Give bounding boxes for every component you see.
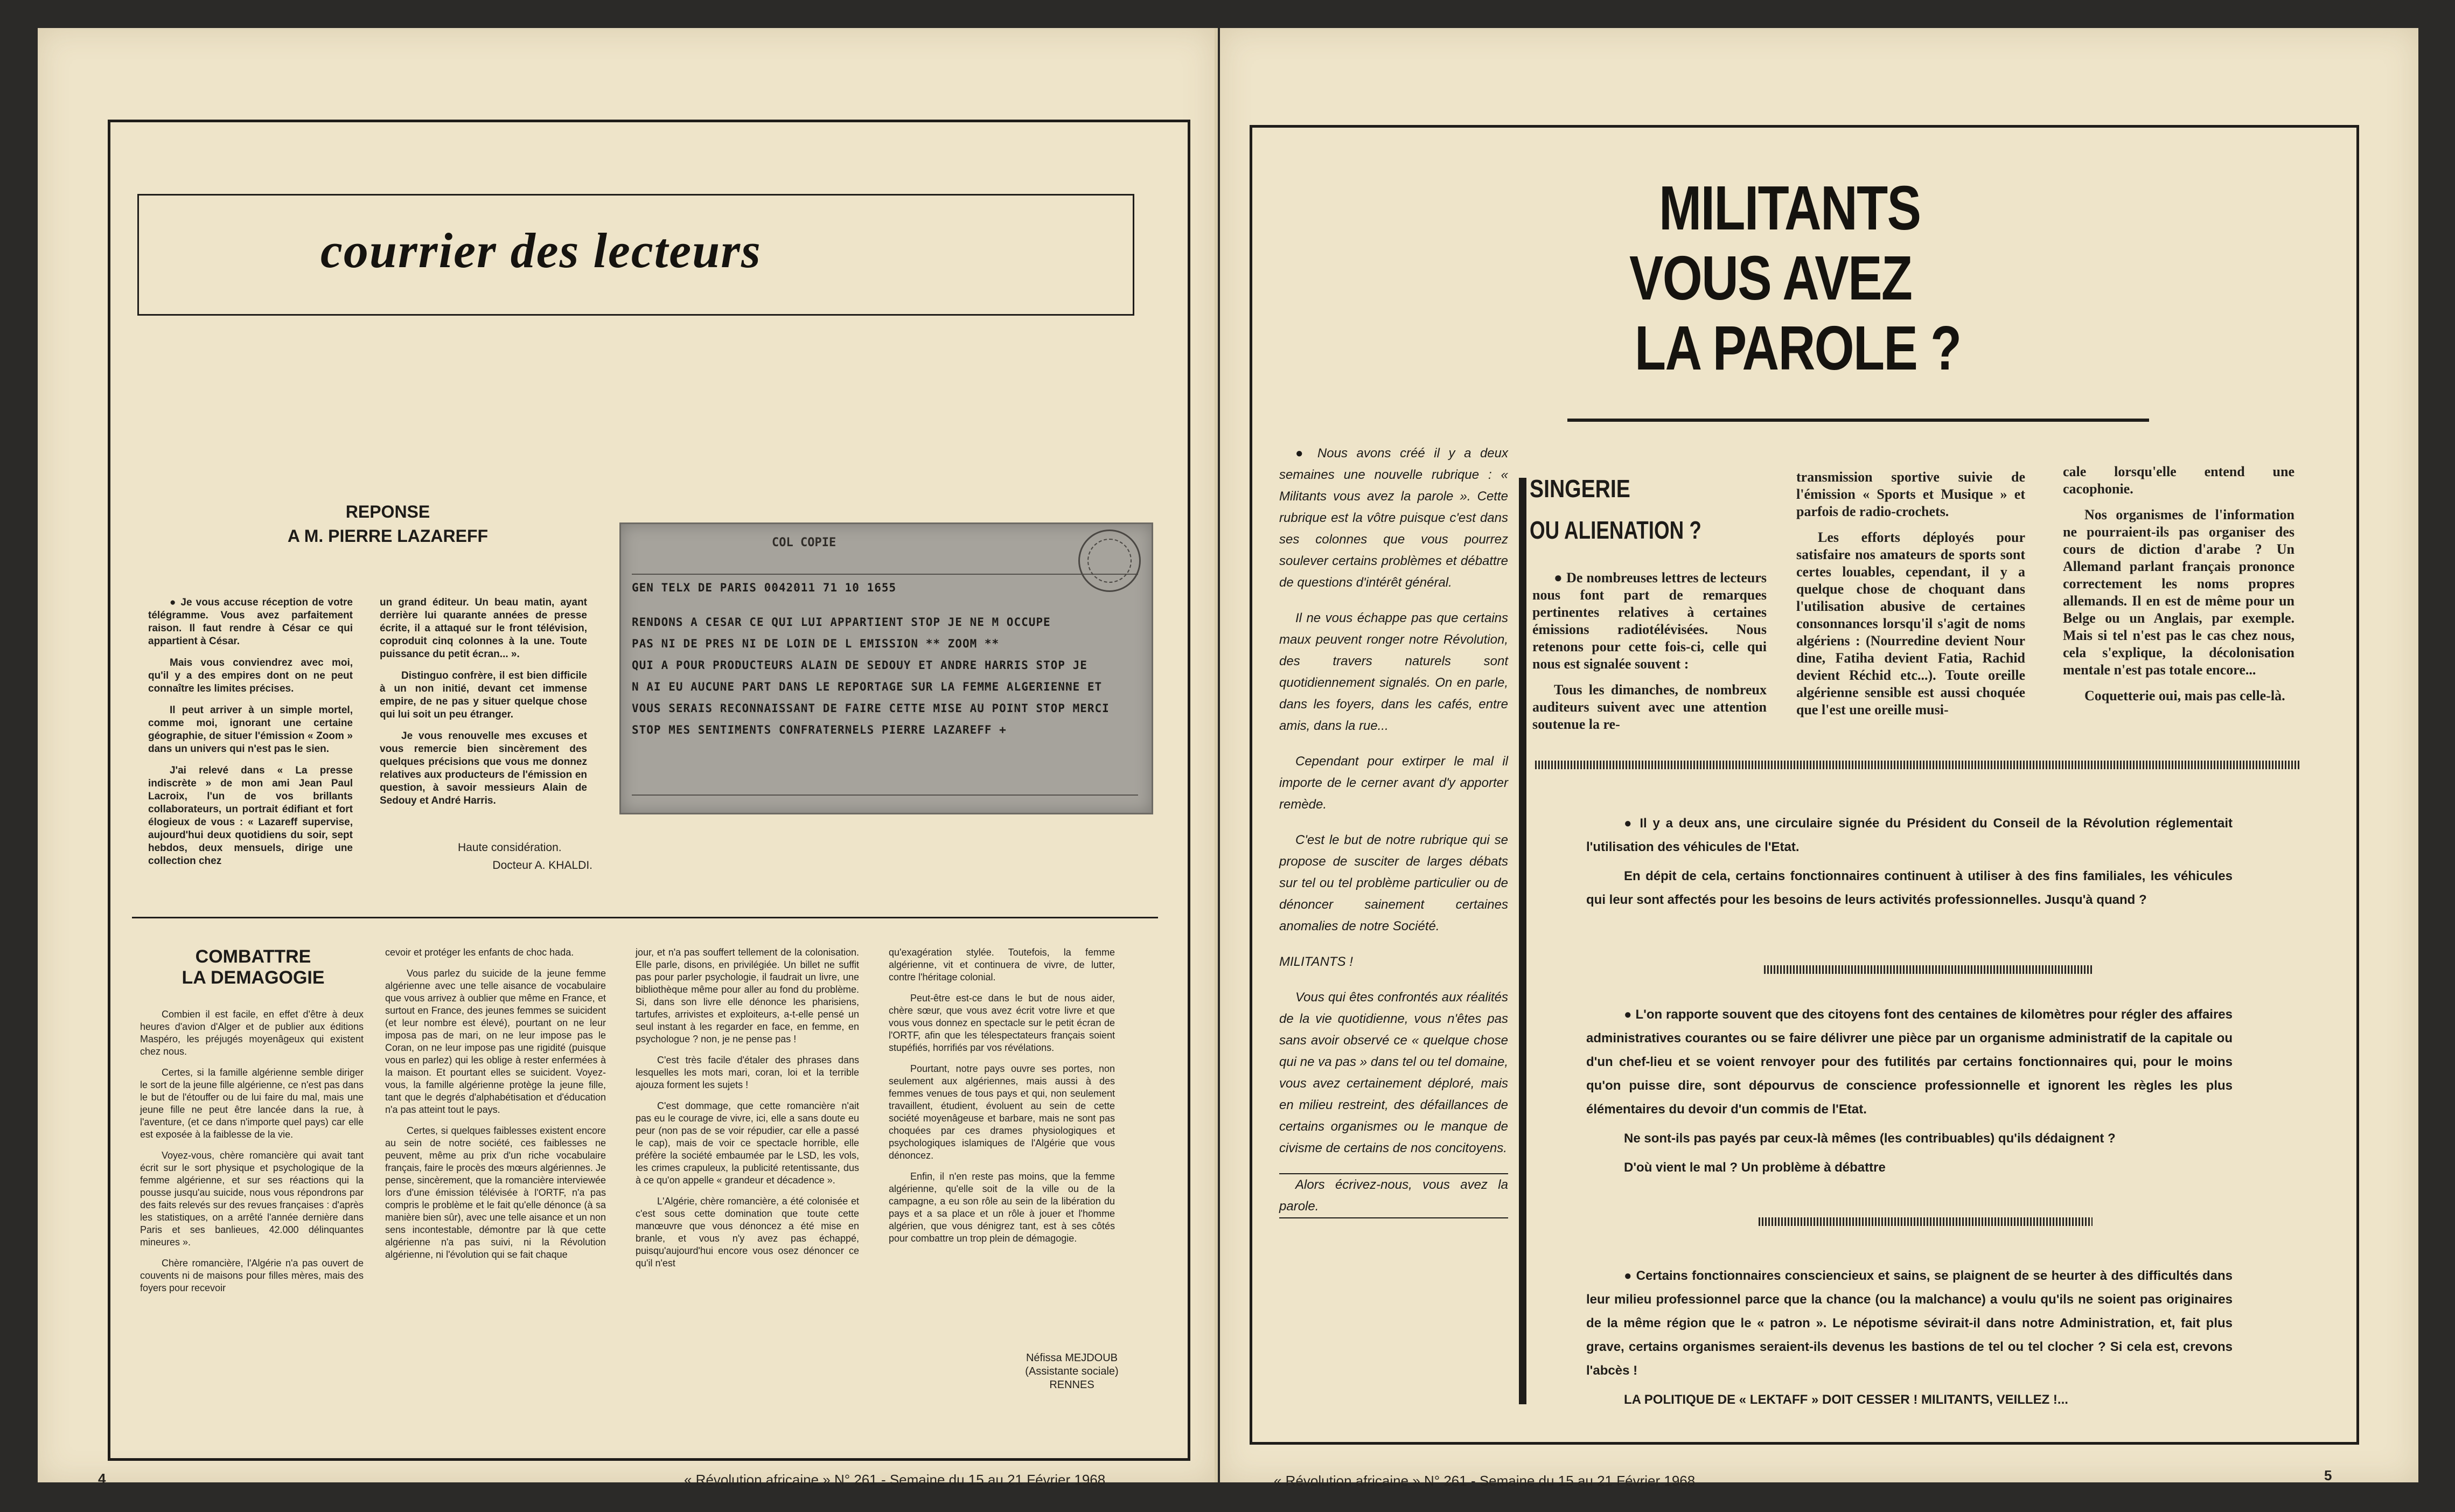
left-footer: « Révolution africaine » N° 261 - Semaine du 15 au 21 Février 1968 (684, 1472, 1106, 1488)
letter1-col1-p3: Il peut arriver à un simple mortel, comme moi, ignorant une certaine géographie, de situer l'émission « Zoom » dans un univers qui n'est pas le sien. (148, 705, 353, 755)
telegram-line-4: QUI A POUR PRODUCTEURS ALAIN DE SEDOUY ET ANDRE HARRIS STOP JE (632, 659, 1087, 672)
item3-p2: LA POLITIQUE DE « LEKTAFF » DOIT CESSER ! MILITANTS, VEILLEZ !... (1624, 1392, 2068, 1407)
telegram-header-label: COL COPIE (772, 536, 836, 549)
letter2-col4-p3: Pourtant, notre pays ouvre ses portes, non seulement aux algériennes, mais aussi à des femmes venues de tous pays et qui, non seulement travaillent, étudient, évoluent au sein de cette société moyenâgeuse et barbare, mais ne sont pas choquées par ces drames physiologiques et psychologiques islamiques de l'Algérie que vous dénoncez. (889, 1063, 1115, 1161)
letter2-signature-role: (Assistante sociale) (1025, 1365, 1119, 1377)
item1-p1: ● Il y a deux ans, une circulaire signée du Président du Conseil de la Révolution réglementait l'utilisation des véhicules de l'Etat. (1586, 816, 2233, 854)
letter2-col2 (385, 946, 606, 1270)
item2-p2: Ne sont-ils pas payés par ceux-là mêmes (les contribuables) qu'ils dédaignent ? (1624, 1131, 2116, 1146)
telegram-image (619, 522, 1153, 814)
item3 (1586, 1264, 2233, 1417)
letter1-col2 (380, 596, 587, 816)
letter2-col3-p2: C'est très facile d'étaler des phrases dans lesquelles les mots mari, coran, loi et la terrible ajouza forment les sujets ! (636, 1055, 859, 1090)
telegram-line-6: VOUS SERAIS RECONNAISSANT DE FAIRE CETTE MISE AU POINT STOP MERCI (632, 702, 1110, 715)
letter1-title-line2: A M. PIERRE LAZAREFF (287, 526, 489, 546)
letter2-col1 (140, 1008, 364, 1303)
right-page-number: 5 (2324, 1467, 2332, 1483)
item3-p1: ● Certains fonctionnaires consciencieux et sains, se plaignent de se heurter à des difficultés dans leur milieu professionnel parce que la chance (ou la malchance) a voulu qu'ils ne soient pas originaires de la même région que le « patron ». Le népotisme sévirait-il dans notre Administration, et, fait plus grave, certains organismes seraient-ils devenus les bastions de tel ou tel clocher ? Si cela est, crevons l'abcès ! (1586, 1269, 2233, 1378)
singerie-col1-p1: ● De nombreuses lettres de lecteurs nous font part de remarques pertinentes relatives à certaines émissions radiotélévisées. Nous retenons pour cette fois-ci, celle qui nous est signalée souvent : (1532, 570, 1767, 672)
letter2-col3-p3: C'est dommage, que cette romancière n'ait pas eu le courage de vivre, ici, elle a sans doute eu peur (non pas de se voir répudier, car elle a passé le cap), mais de voir ce spectacle horrible, elle préfère la société embaumée par le LSD, les vols, les crimes crapuleux, la publicité retentissante, dus à ce qu'on appelle « grandeur et décadence ». (636, 1100, 859, 1186)
title-underline (1567, 419, 2149, 422)
letter1-title-line1: REPONSE (345, 502, 430, 521)
main-title-line2: VOUS AVEZ (1629, 243, 1912, 313)
letter2-col3 (636, 946, 859, 1278)
letter2-col4-p4: Enfin, il n'en reste pas moins, que la femme algérienne, qu'elle soit de la ville ou de la campagne, a eu son rôle au sein de la libération du pays et a sa place et un rôle à jouer et l'homme algérien, que vous dénigrez tant, est à ses côtés pour combattre un trop plein de démagogie. (889, 1171, 1115, 1244)
right-page (1220, 28, 2418, 1489)
item2 (1586, 1003, 2233, 1185)
letter2-title-line1: COMBATTRE (195, 946, 311, 967)
letter2-col2-p1: cevoir et protéger les enfants de choc hada. (385, 947, 574, 958)
right-footer: « Révolution africaine » N° 261 - Semaine du 15 au 21 Février 1968 (1274, 1473, 1696, 1489)
militants-label: MILITANTS ! (1279, 954, 1353, 969)
letter1-col2-p3: Je vous renouvelle mes excuses et vous remercie bien sincèrement des quelques précisions que vous me donnez relatives aux producteurs de l'émission en question, à savoir messieurs Alain de Sedouy et André Harris. (380, 730, 587, 806)
letter2-col3-p4: L'Algérie, chère romancière, a été colonisée et c'est sous cette domination que toute cette manœuvre que vous dénoncez a été mise en branle, et vous n'y avez pas échappé, puisqu'aujourd'hui encore vous osez dénoncer ce qu'il n'est (636, 1196, 859, 1269)
letter1-signature: Docteur A. KHALDI. (492, 859, 592, 872)
letter1-col1-p1: ● Je vous accuse réception de votre télégramme. Vous avez parfaitement raison. Il faut rendre à César ce qui appartient à César. (148, 597, 353, 647)
item1-divider (1764, 965, 2093, 974)
letter2-col3-p1: jour, et n'a pas souffert tellement de la colonisation. Elle parle, disons, en privilégiée. Un billet ne suffit pas pour parler psychologie, il faudrait un livre, une bibliothèque même pour aller au fond du problème. Si, dans son livre elle dénonce les pharisiens, tartufes, arrivistes et exploiteurs, a-t-elle pensé un seul instant à les regarder en face, en femme, en psychologue ? non, je ne pense pas ! (636, 947, 859, 1044)
letter2-col1-p2: Certes, si la famille algérienne semble diriger le sort de la jeune fille algérienne, ce n'est pas dans le but de l'étouffer ou de lui faire du mal, mais une jeune fille ne peut être lancée dans la rue, à l'aventure, (et ce dans n'importe quel pays) car elle est exposée à la faiblesse de la vie. (140, 1067, 364, 1140)
singerie-col3 (2063, 463, 2294, 713)
singerie-col2 (1796, 469, 2025, 727)
militants-text: Vous qui êtes confrontés aux réalités de la vie quotidienne, vous n'êtes pas sans avoir observé ce « quelque chose qui ne va pas » dans tel ou tel domaine, vous avez certainement déploré, mais en milieu restreint, des défaillances de certains organismes ou le manque de civisme de certains de nos concitoyens. (1279, 990, 1508, 1155)
letter2-col4-p2: Peut-être est-ce dans le but de nous aider, chère sœur, que vous avez écrit votre livre et que vous vous donnez en spectacle sur le petit écran de l'ORTF, afin que les télespectateurs français soient stupéfiés, horrifiés par vos révélations. (889, 993, 1115, 1053)
singerie-col1 (1532, 569, 1767, 742)
telegram-line-2: RENDONS A CESAR CE QUI LUI APPARTIENT STOP JE NE M OCCUPE (632, 616, 1051, 629)
call-to-action: Alors écrivez-nous, vous avez la parole. (1279, 1173, 1508, 1218)
left-page-number: 4 (98, 1471, 106, 1487)
telegram-postmark (1078, 529, 1141, 592)
singerie-col2-p1: transmission sportive suivie de l'émission « Sports et Musique » et parfois de radio-crochets. (1796, 469, 2025, 519)
singerie-title-line1: SINGERIE (1530, 475, 1630, 503)
telegram-header (632, 531, 1138, 575)
singerie-col3-p2: Nos organismes de l'information ne pourraient-ils pas organiser des cours de diction d'arabe ? Un Allemand parlant français prononce correctement les noms propres allemands. Il en est de même pour un Belge ou un Anglais, par exemple. Mais si tel n'est pas le cas chez nous, cela s'explique, la décolonisation mentale n'est pas totale encore... (2063, 507, 2294, 678)
letter1-col1-p2: Mais vous conviendrez avec moi, qu'il y a des empires dont on ne peut connaître les limites précises. (148, 657, 353, 694)
letter2-col4 (889, 946, 1115, 1253)
letter2-col2-p3: Certes, si quelques faiblesses existent encore au sein de notre société, ces faiblesses ne peuvent, même au prix d'un riche vocabulaire français, faire le procès des mœurs algériennes. Je pense, sincèrement, que la romancière interviewée lors d'une émission télévisée à l'ORTF, n'a pas compris le problème et le fait qu'elle dénonce (à sa manière bien sûr), avec une telle aisance et un non sens incontestable, démontre par là que cette algérienne n'a pas suivi, ni la Révolution algérienne, ni l'évolution qui se fait chaque (385, 1125, 606, 1260)
telegram-line-5: N AI EU AUCUNE PART DANS LE REPORTAGE SUR LA FEMME ALGERIENNE ET (632, 680, 1103, 693)
main-title-line1: MILITANTS (1659, 173, 1921, 243)
letter1-closing: Haute considération. (458, 841, 562, 854)
letter2-col2-p2: Vous parlez du suicide de la jeune femme algérienne avec une telle aisance de vocabulaire que vous arrivez à oublier que même en France, et surtout en France, des jeunes femmes se suicident (et leur nombre est élevé), pourtant on ne leur imposa pas de mari, on ne leur impose pas le Coran, on ne leur impose pas une rigidité (puisque vous en parlez) qui les oblige à rester enfermées à la maison. Et pourtant elles se suicident. Voyez-vous, la famille algérienne protège la jeune fille, tant que le degrés d'alphabétisation et d'éducation n'a pas atteint tout le pays. (385, 968, 606, 1115)
letter2-signature-city: RENNES (1049, 1379, 1094, 1391)
telegram-footer-strip (632, 795, 1138, 806)
letter1-col2-p1: un grand éditeur. Un beau matin, ayant derrière lui quarante années de presse écrite, il a attaqué sur le front télévision, coproduit cinq colonnes à la une. Toute puissance du petit écran... ». (380, 597, 587, 660)
item1-p2: En dépit de cela, certains fonctionnaires continuent à utiliser à des fins familiales, les véhicules qui leur sont affectés pour les besoins de leurs activités professionnelles. Jusqu'à quand ? (1586, 869, 2233, 907)
left-page (38, 28, 1218, 1488)
singerie-col3-p1: cale lorsqu'elle entend une cacophonie. (2063, 464, 2294, 497)
singerie-col3-p3: Coquetterie oui, mais pas celle-là. (2084, 688, 2285, 703)
intro-vertical-bar (1519, 478, 1526, 1404)
intro-p3: Cependant pour extirper le mal il importe de le cerner avant d'y apporter remède. (1279, 754, 1508, 812)
letter1-col1 (148, 596, 353, 876)
letter2-col1-p3: Voyez-vous, chère romancière qui avait tant écrit sur le sort physique et psychologique de la femme algérienne, et sur ses réactions qui la pousse jusqu'au suicide, nous vous répondrons par des faits relevés sur des revues françaises : d'après les statistiques, on a arrêté l'année dernière dans Paris et ses banlieues, 42.000 délinquantes mineures ». (140, 1150, 364, 1248)
singerie-divider (1535, 761, 2300, 769)
letter2-signature-name: Néfissa MEJDOUB (1026, 1352, 1118, 1364)
singerie-col2-p2: Les efforts déployés pour satisfaire nos amateurs de sports sont certes louables, cependant, il y a quelque chose de choquant dans l'utilisation abusive de certaines consonnances lorsqu'il s'agit de noms algériens : (Nourredine devient Nour dine, Fatiha devient Fatia, Rachid devient Réchid etc...). Toute oreille algérienne sensible est aussi choquée que l'est une oreille musi- (1796, 529, 2025, 717)
letter1-col1-p4: J'ai relevé dans « La presse indiscrète » de mon ami Jean Paul Lacroix, l'un de vos brillants collaborateurs, un portrait édifiant et fort élogieux de vous : « Lazareff supervise, aujourd'hui deux quotidiens du soir, sept hebdos, deux mensuels, dirige une collection chez (148, 765, 353, 867)
singerie-col1-p2: Tous les dimanches, de nombreux auditeurs suivent avec une attention soutenue la re- (1532, 682, 1767, 732)
letter1-col2-p2: Distinguo confrère, il est bien difficile à un non initié, devant cet immense empire, de ne pas y situer quelque chose qui lui soit un peu étranger. (380, 670, 587, 720)
letters-divider (132, 917, 1158, 918)
intro-p4: C'est le but de notre rubrique qui se propose de susciter de larges débats sur tel ou tel problème particulier ou de dénoncer sainement certaines anomalies de notre Société. (1279, 833, 1508, 933)
item1 (1586, 812, 2233, 917)
item2-p3: D'où vient le mal ? Un problème à débattre (1624, 1160, 1886, 1175)
main-title-line3: LA PAROLE ? (1635, 313, 1961, 383)
letter2-col1-p4: Chère romancière, l'Algérie n'a pas ouvert de couvents ni de maisons pour filles mères, mais des foyers pour recevoir (140, 1258, 364, 1293)
section-title: courrier des lecteurs (320, 223, 762, 278)
telegram-line-7: STOP MES SENTIMENTS CONFRATERNELS PIERRE LAZAREFF + (632, 723, 1007, 736)
intro-column (1279, 443, 1508, 1232)
telegram-line-3: PAS NI DE PRES NI DE LOIN DE L EMISSION ** ZOOM ** (632, 637, 1000, 650)
item2-divider (1759, 1217, 2093, 1226)
item2-p1: ● L'on rapporte souvent que des citoyens font des centaines de kilomètres pour régler des affaires administratives courantes ou se faire délivrer une pièce par un organisme administratif de la capitale ou d'un chef-lieu et se voient renvoyer pour des futilités par certains fonctionnaires qui, pour le moins qu'on puisse dire, sont dépourvus de conscience professionnelle et ignorent les règles les plus élémentaires du devoir d'un commis de l'Etat. (1586, 1007, 2233, 1117)
intro-p2: Il ne vous échappe pas que certains maux peuvent ronger notre Révolution, des travers naturels sont quotidiennement signalés. On en parle, dans les foyers, dans les cafés, entre amis, dans la rue... (1279, 611, 1508, 733)
intro-p1: ● Nous avons créé il y a deux semaines une nouvelle rubrique : « Militants vous avez la parole ». Cette rubrique est la vôtre puisque c'est dans ses colonnes que vous pourrez soulever certains problèmes et débattre de questions d'intérêt général. (1279, 446, 1508, 590)
singerie-title-line2: OU ALIENATION ? (1530, 516, 1701, 544)
letter2-title-line2: LA DEMAGOGIE (182, 967, 325, 988)
letter2-col4-p1: qu'exagération stylée. Toutefois, la femme algérienne, vit et continuera de vivre, de lutter, contre l'héritage colonial. (889, 947, 1115, 983)
letter2-col1-p1: Combien il est facile, en effet d'être à deux heures d'avion d'Alger et de publier aux éditions Maspéro, les préjugés moyenâgeux qui existent chez nous. (140, 1009, 364, 1057)
telegram-line-1: GEN TELX DE PARIS 0042011 71 10 1655 (632, 581, 897, 594)
